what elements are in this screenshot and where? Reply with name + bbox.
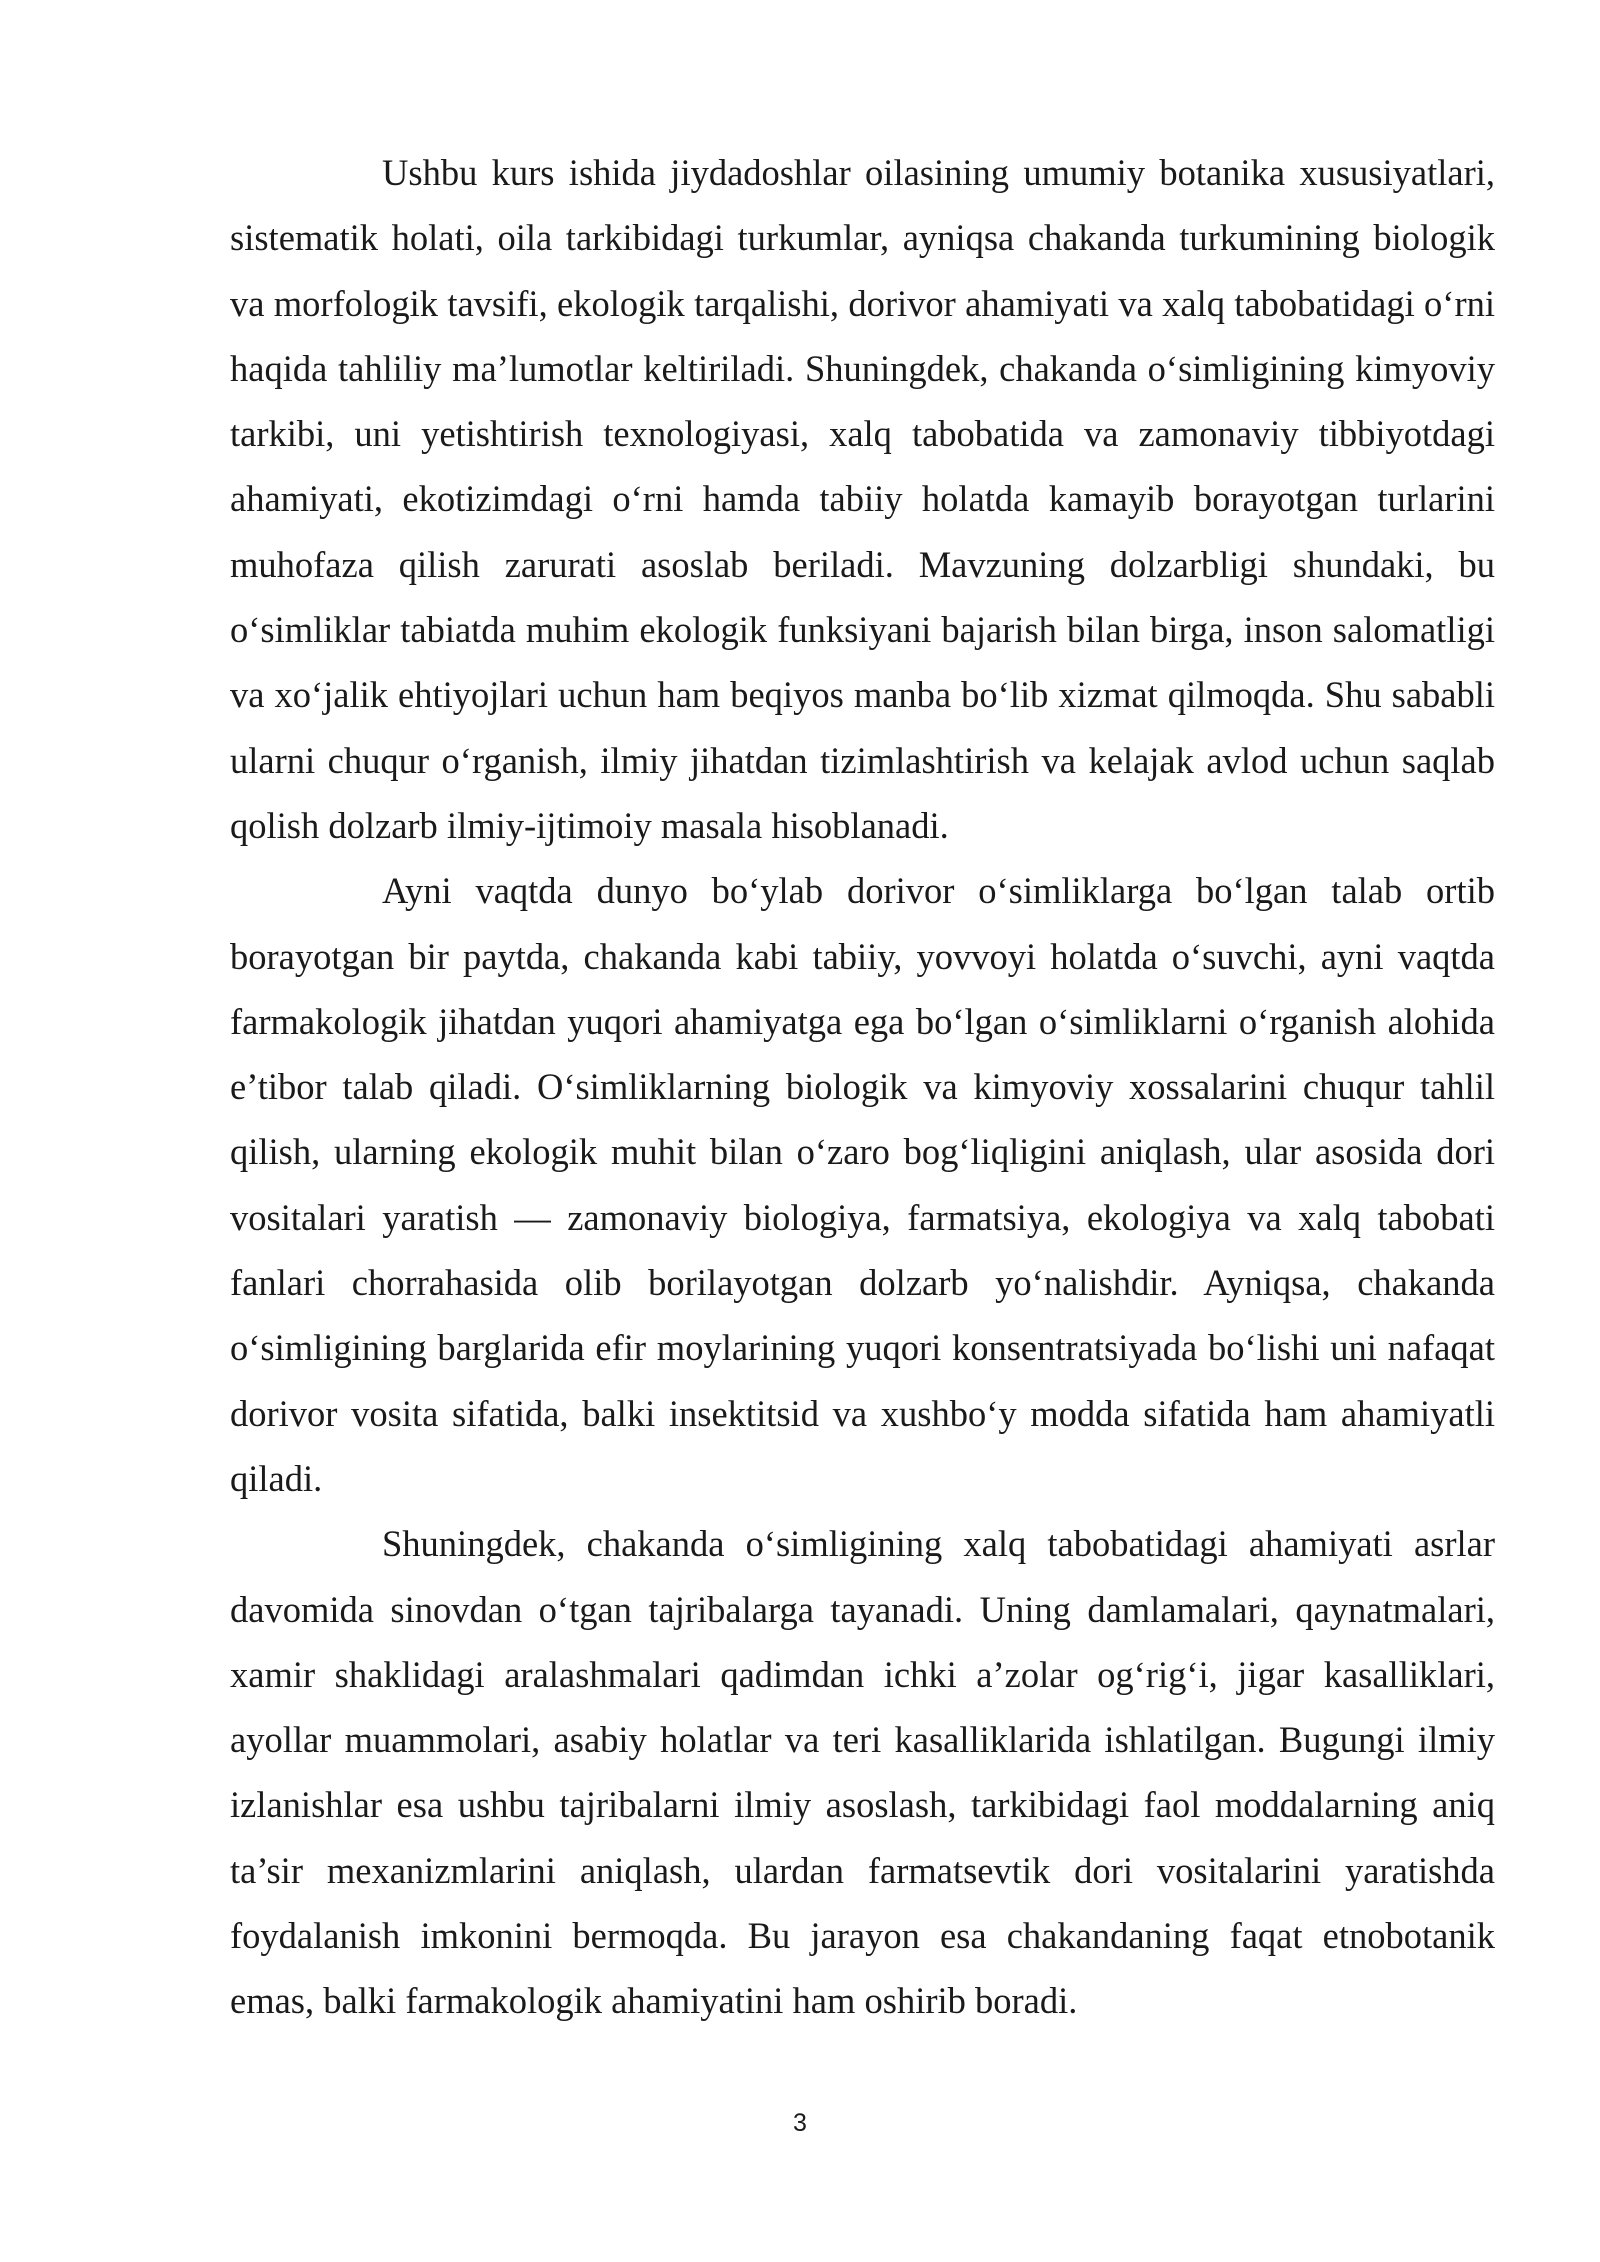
- body-text: [230, 140, 1495, 2034]
- page-number: 3: [793, 2109, 807, 2137]
- paragraph-3: Shuningdek, chakanda o‘simligining xalq tabobatidagi ahamiyati asrlar davomida sinovdan o‘tgan tajribalarga tayanadi. Uning damlamalari, qaynatmalari, xamir shaklidagi aralashmalari qadimdan ichki a’zolar og‘rig‘i, jigar kasalliklari, ayollar muammolari, asabiy holatlar va teri kasalliklarida ishlatilgan. Bugungi ilmiy izlanishlar esa ushbu tajribalarni ilmiy asoslash, tarkibidagi faol moddalarning aniq ta’sir mexanizmlarini aniqlash, ulardan farmatsevtik dori vositalarini yaratishda foydalanish imkonini bermoqda. Bu jarayon esa chakandaning faqat etnobotanik emas, balki farmakologik ahamiyatini ham oshirib boradi.: [230, 1523, 1495, 2022]
- paragraph-1: Ushbu kurs ishida jiydadoshlar oilasining umumiy botanika xususiyatlari, sistematik holati, oila tarkibidagi turkumlar, ayniqsa chakanda turkumining biologik va morfologik tavsifi, ekologik tarqalishi, dorivor ahamiyati va xalq tabobatidagi o‘rni haqida tahliliy ma’lumotlar keltiriladi. Shuningdek, chakanda o‘simligining kimyoviy tarkibi, uni yetishtirish texnologiyasi, xalq tabobatida va zamonaviy tibbiyotdagi ahamiyati, ekotizimdagi o‘rni hamda tabiiy holatda kamayib borayotgan turlarini muhofaza qilish zarurati asoslab beriladi. Mavzuning dolzarbligi shundaki, bu o‘simliklar tabiatda muhim ekologik funksiyani bajarish bilan birga, inson salomatligi va xo‘jalik ehtiyojlari uchun ham beqiyos manba bo‘lib xizmat qilmoqda. Shu sababli ularni chuqur o‘rganish, ilmiy jihatdan tizimlashtirish va kelajak avlod uchun saqlab qolish dolzarb ilmiy-ijtimoiy masala hisoblanadi.: [230, 152, 1495, 846]
- paragraph-2: Ayni vaqtda dunyo bo‘ylab dorivor o‘simliklarga bo‘lgan talab ortib borayotgan bir paytda, chakanda kabi tabiiy, yovvoyi holatda o‘suvchi, ayni vaqtda farmakologik jihatdan yuqori ahamiyatga ega bo‘lgan o‘simliklarni o‘rganish alohida e’tibor talab qiladi. O‘simliklarning biologik va kimyoviy xossalarini chuqur tahlil qilish, ularning ekologik muhit bilan o‘zaro bog‘liqligini aniqlash, ular asosida dori vositalari yaratish — zamonaviy biologiya, farmatsiya, ekologiya va xalq tabobati fanlari chorrahasida olib borilayotgan dolzarb yo‘nalishdir. Ayniqsa, chakanda o‘simligining barglarida efir moylarining yuqori konsentratsiyada bo‘lishi uni nafaqat dorivor vosita sifatida, balki insektitsid va xushbo‘y modda sifatida ham ahamiyatli qiladi.: [230, 870, 1495, 1499]
